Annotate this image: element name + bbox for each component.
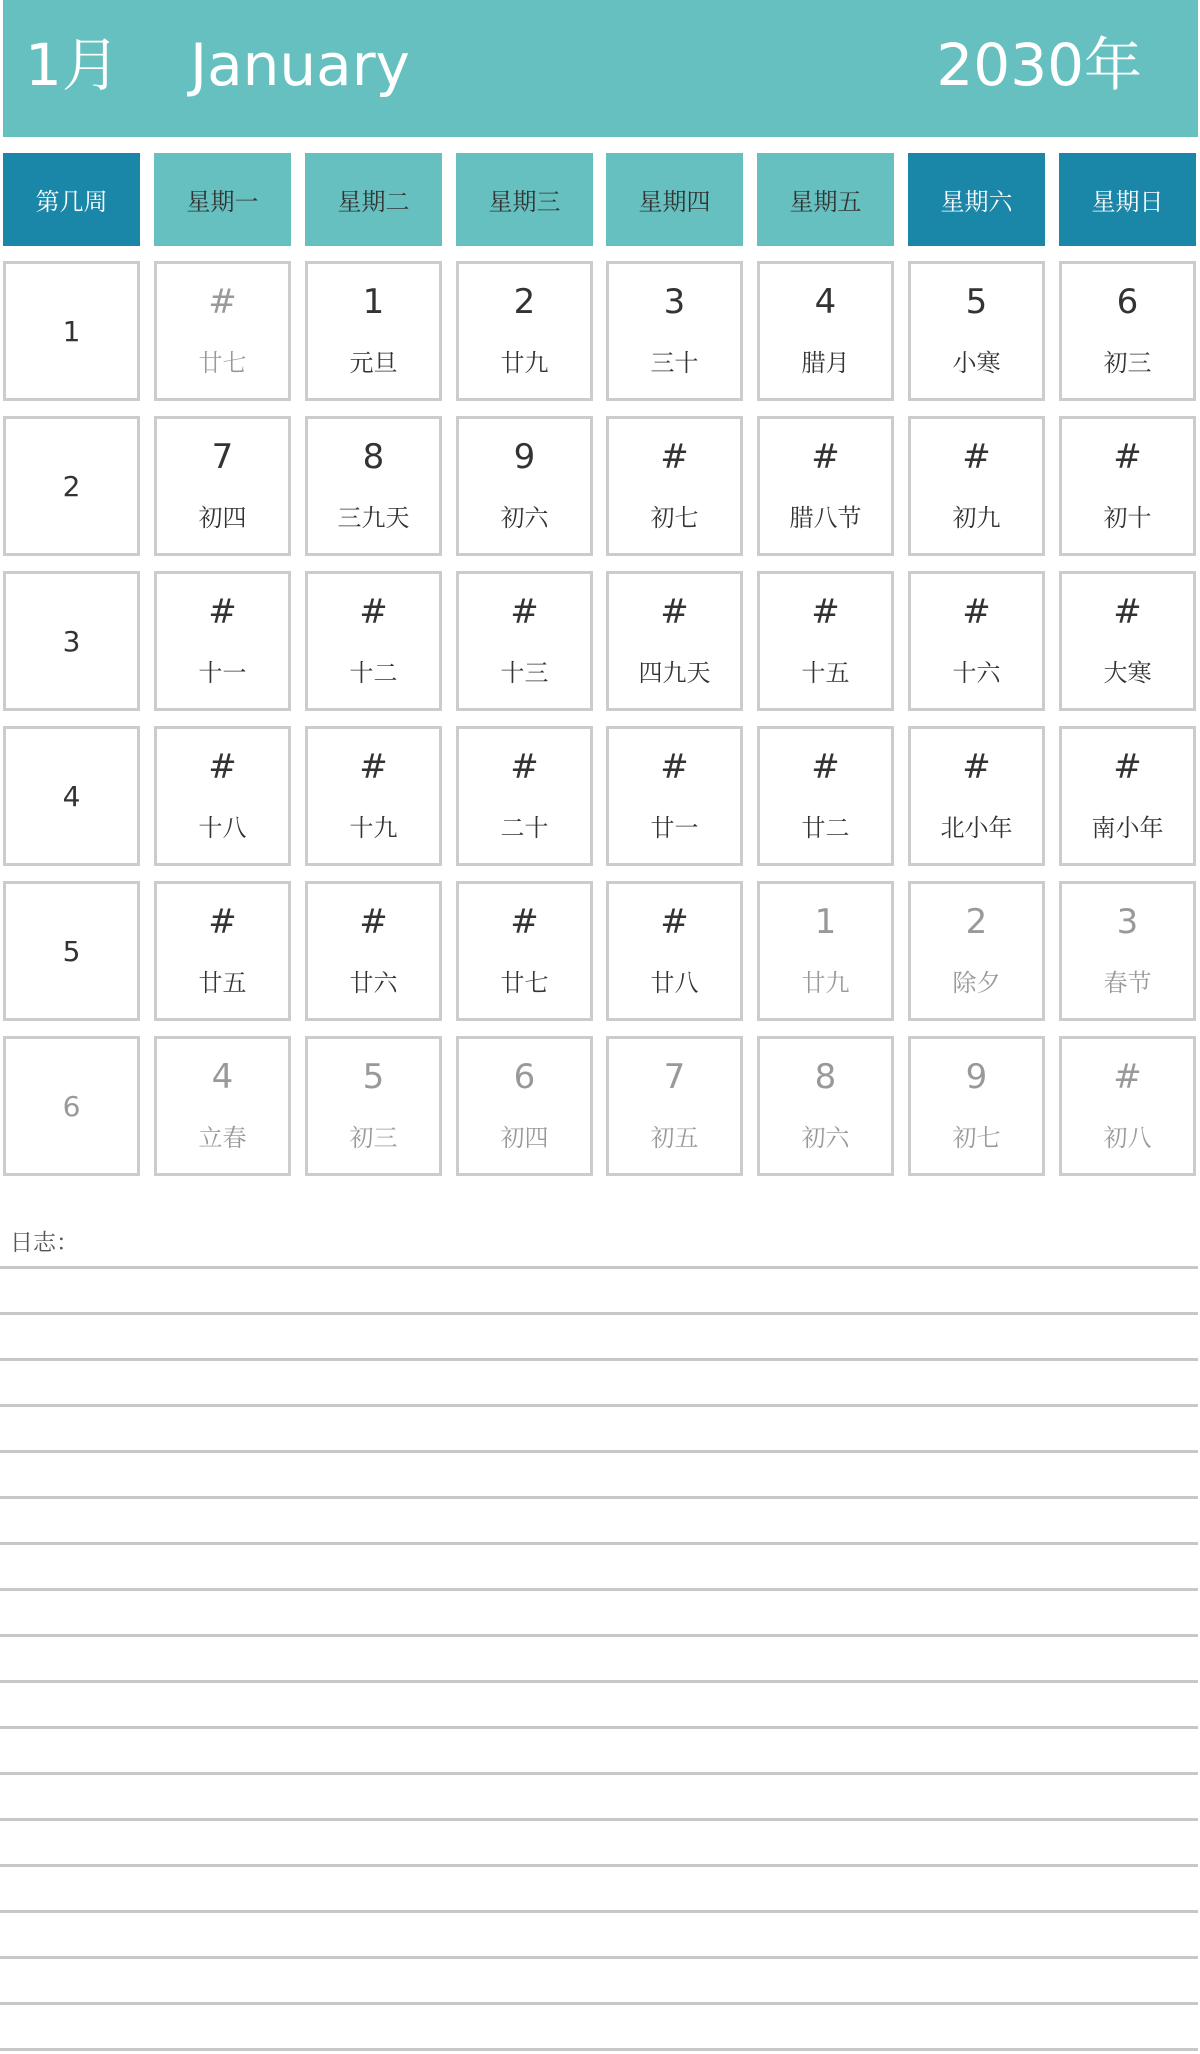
lunar-date: 廿五 — [198, 969, 247, 997]
weekday-header: 星期二 — [305, 153, 442, 246]
lunar-date: 立春 — [198, 1124, 247, 1152]
week-number-cell — [3, 261, 140, 401]
weekday-header: 星期五 — [757, 153, 894, 246]
day-cell[interactable] — [154, 1036, 291, 1176]
lunar-date: 十二 — [349, 659, 398, 687]
day-cell[interactable] — [305, 1036, 442, 1176]
day-number: # — [359, 902, 388, 942]
day-number: # — [962, 592, 991, 632]
day-cell[interactable] — [757, 416, 894, 556]
day-cell[interactable] — [456, 726, 593, 866]
lunar-date: 初三 — [349, 1124, 398, 1152]
lunar-date: 十三 — [500, 659, 549, 687]
log-ruled-line[interactable] — [0, 1864, 1198, 1867]
log-ruled-line[interactable] — [0, 2048, 1198, 2051]
day-cell[interactable] — [154, 726, 291, 866]
day-number: 3 — [1116, 902, 1139, 942]
day-cell[interactable] — [606, 1036, 743, 1176]
lunar-date: 廿一 — [650, 814, 699, 842]
log-label: 日志： — [10, 1230, 79, 1256]
day-cell[interactable] — [154, 416, 291, 556]
log-ruled-line[interactable] — [0, 1266, 1198, 1269]
day-number: # — [962, 747, 991, 787]
log-ruled-line[interactable] — [0, 1634, 1198, 1637]
day-cell[interactable] — [1059, 261, 1196, 401]
day-number: # — [660, 902, 689, 942]
day-cell[interactable] — [1059, 571, 1196, 711]
week-number: 1 — [62, 314, 81, 348]
day-cell[interactable] — [606, 261, 743, 401]
log-ruled-line[interactable] — [0, 1772, 1198, 1775]
lunar-date: 腊八节 — [789, 504, 862, 532]
day-number: # — [510, 592, 539, 632]
lunar-date: 廿九 — [801, 969, 850, 997]
day-cell[interactable] — [757, 571, 894, 711]
day-number: # — [660, 437, 689, 477]
month-name: January — [190, 31, 410, 99]
lunar-date: 廿二 — [801, 814, 850, 842]
lunar-date: 初七 — [952, 1124, 1001, 1152]
day-number: # — [510, 902, 539, 942]
day-cell[interactable] — [1059, 726, 1196, 866]
day-number: 1 — [814, 902, 837, 942]
day-cell[interactable] — [908, 726, 1045, 866]
log-ruled-line[interactable] — [0, 1312, 1198, 1315]
lunar-date: 元旦 — [349, 349, 398, 377]
day-number: 1 — [362, 282, 385, 322]
lunar-date: 十八 — [198, 814, 247, 842]
lunar-date: 廿八 — [650, 969, 699, 997]
lunar-date: 廿七 — [500, 969, 549, 997]
log-ruled-line[interactable] — [0, 1910, 1198, 1913]
weekday-header: 星期日 — [1059, 153, 1196, 246]
week-number-cell — [3, 416, 140, 556]
log-ruled-line[interactable] — [0, 1680, 1198, 1683]
log-ruled-line[interactable] — [0, 1358, 1198, 1361]
lunar-date: 三九天 — [337, 504, 410, 532]
day-cell[interactable] — [606, 881, 743, 1021]
log-ruled-line[interactable] — [0, 1956, 1198, 1959]
lunar-date: 十五 — [801, 659, 850, 687]
day-number: # — [811, 747, 840, 787]
day-number: # — [208, 282, 237, 322]
week-number: 4 — [62, 779, 81, 813]
day-number: # — [1113, 437, 1142, 477]
day-number: 4 — [211, 1057, 234, 1097]
week-number: 3 — [62, 624, 81, 658]
weekday-header: 星期六 — [908, 153, 1045, 246]
lunar-date: 初六 — [801, 1124, 850, 1152]
day-number: 6 — [513, 1057, 536, 1097]
lunar-date: 北小年 — [940, 814, 1013, 842]
lunar-date: 初八 — [1103, 1124, 1152, 1152]
day-number: 8 — [362, 437, 385, 477]
day-number: 7 — [211, 437, 234, 477]
lunar-date: 初五 — [650, 1124, 699, 1152]
day-cell[interactable] — [757, 261, 894, 401]
day-number: 3 — [663, 282, 686, 322]
week-number-cell — [3, 726, 140, 866]
day-cell[interactable] — [757, 881, 894, 1021]
day-cell[interactable] — [456, 881, 593, 1021]
weekday-header: 星期四 — [606, 153, 743, 246]
day-number: 4 — [814, 282, 837, 322]
lunar-date: 三十 — [650, 349, 699, 377]
day-number: # — [208, 902, 237, 942]
lunar-date: 初七 — [650, 504, 699, 532]
day-number: # — [359, 592, 388, 632]
lunar-date: 廿七 — [198, 349, 247, 377]
day-number: 7 — [663, 1057, 686, 1097]
week-number: 5 — [62, 934, 81, 968]
day-cell[interactable] — [305, 416, 442, 556]
lunar-date: 十一 — [198, 659, 247, 687]
log-ruled-line[interactable] — [0, 2002, 1198, 2005]
weekday-header: 星期三 — [456, 153, 593, 246]
day-number: 6 — [1116, 282, 1139, 322]
day-number: # — [359, 747, 388, 787]
day-number: # — [1113, 747, 1142, 787]
log-ruled-line[interactable] — [0, 1450, 1198, 1453]
lunar-date: 小寒 — [952, 349, 1001, 377]
day-number: 5 — [965, 282, 988, 322]
day-number: # — [208, 592, 237, 632]
day-cell[interactable] — [908, 1036, 1045, 1176]
lunar-date: 除夕 — [952, 969, 1001, 997]
day-number: # — [811, 437, 840, 477]
week-number: 2 — [62, 469, 81, 503]
day-cell[interactable] — [456, 1036, 593, 1176]
day-number: # — [1113, 592, 1142, 632]
day-cell[interactable] — [1059, 881, 1196, 1021]
day-cell[interactable] — [305, 726, 442, 866]
lunar-date: 初九 — [952, 504, 1001, 532]
week-number-cell — [3, 1036, 140, 1176]
day-cell[interactable] — [305, 571, 442, 711]
week-number-header: 第几周 — [3, 153, 140, 246]
day-number: # — [208, 747, 237, 787]
log-ruled-line[interactable] — [0, 1818, 1198, 1821]
log-ruled-line[interactable] — [0, 1542, 1198, 1545]
day-cell[interactable] — [908, 881, 1045, 1021]
lunar-date: 大寒 — [1103, 659, 1152, 687]
day-cell[interactable] — [305, 261, 442, 401]
lunar-date: 四九天 — [638, 659, 711, 687]
lunar-date: 初六 — [500, 504, 549, 532]
day-cell[interactable] — [154, 261, 291, 401]
lunar-date: 初三 — [1103, 349, 1152, 377]
day-cell[interactable] — [456, 416, 593, 556]
lunar-date: 初四 — [500, 1124, 549, 1152]
lunar-date: 二十 — [500, 814, 549, 842]
lunar-date: 初十 — [1103, 504, 1152, 532]
day-number: # — [660, 747, 689, 787]
lunar-date: 廿六 — [349, 969, 398, 997]
day-number: # — [660, 592, 689, 632]
lunar-date: 十六 — [952, 659, 1001, 687]
day-cell[interactable] — [154, 881, 291, 1021]
year-label: 2030年 — [936, 31, 1142, 99]
day-cell[interactable] — [456, 571, 593, 711]
week-number: 6 — [62, 1089, 81, 1123]
day-number: 2 — [965, 902, 988, 942]
day-cell[interactable] — [908, 571, 1045, 711]
day-cell[interactable] — [757, 1036, 894, 1176]
log-ruled-line[interactable] — [0, 1726, 1198, 1729]
log-ruled-line[interactable] — [0, 1404, 1198, 1407]
lunar-date: 南小年 — [1091, 814, 1164, 842]
day-cell[interactable] — [757, 726, 894, 866]
day-cell[interactable] — [606, 416, 743, 556]
day-cell[interactable] — [305, 881, 442, 1021]
log-ruled-line[interactable] — [0, 1588, 1198, 1591]
day-cell[interactable] — [908, 416, 1045, 556]
day-number: # — [510, 747, 539, 787]
calendar-header — [3, 0, 1198, 137]
day-number: 9 — [513, 437, 536, 477]
log-ruled-line[interactable] — [0, 1496, 1198, 1499]
day-cell[interactable] — [606, 726, 743, 866]
lunar-date: 廿九 — [500, 349, 549, 377]
day-number: # — [1113, 1057, 1142, 1097]
day-number: # — [811, 592, 840, 632]
weekday-header: 星期一 — [154, 153, 291, 246]
day-number: 8 — [814, 1057, 837, 1097]
day-cell[interactable] — [1059, 1036, 1196, 1176]
day-number: 9 — [965, 1057, 988, 1097]
day-cell[interactable] — [606, 571, 743, 711]
month-number: 1月 — [25, 31, 120, 99]
lunar-date: 初四 — [198, 504, 247, 532]
day-number: 5 — [362, 1057, 385, 1097]
day-cell[interactable] — [456, 261, 593, 401]
day-number: 2 — [513, 282, 536, 322]
day-cell[interactable] — [908, 261, 1045, 401]
day-cell[interactable] — [1059, 416, 1196, 556]
day-cell[interactable] — [154, 571, 291, 711]
lunar-date: 春节 — [1103, 969, 1152, 997]
week-number-cell — [3, 571, 140, 711]
lunar-date: 十九 — [349, 814, 398, 842]
day-number: # — [962, 437, 991, 477]
week-number-cell — [3, 881, 140, 1021]
lunar-date: 腊月 — [801, 349, 850, 377]
